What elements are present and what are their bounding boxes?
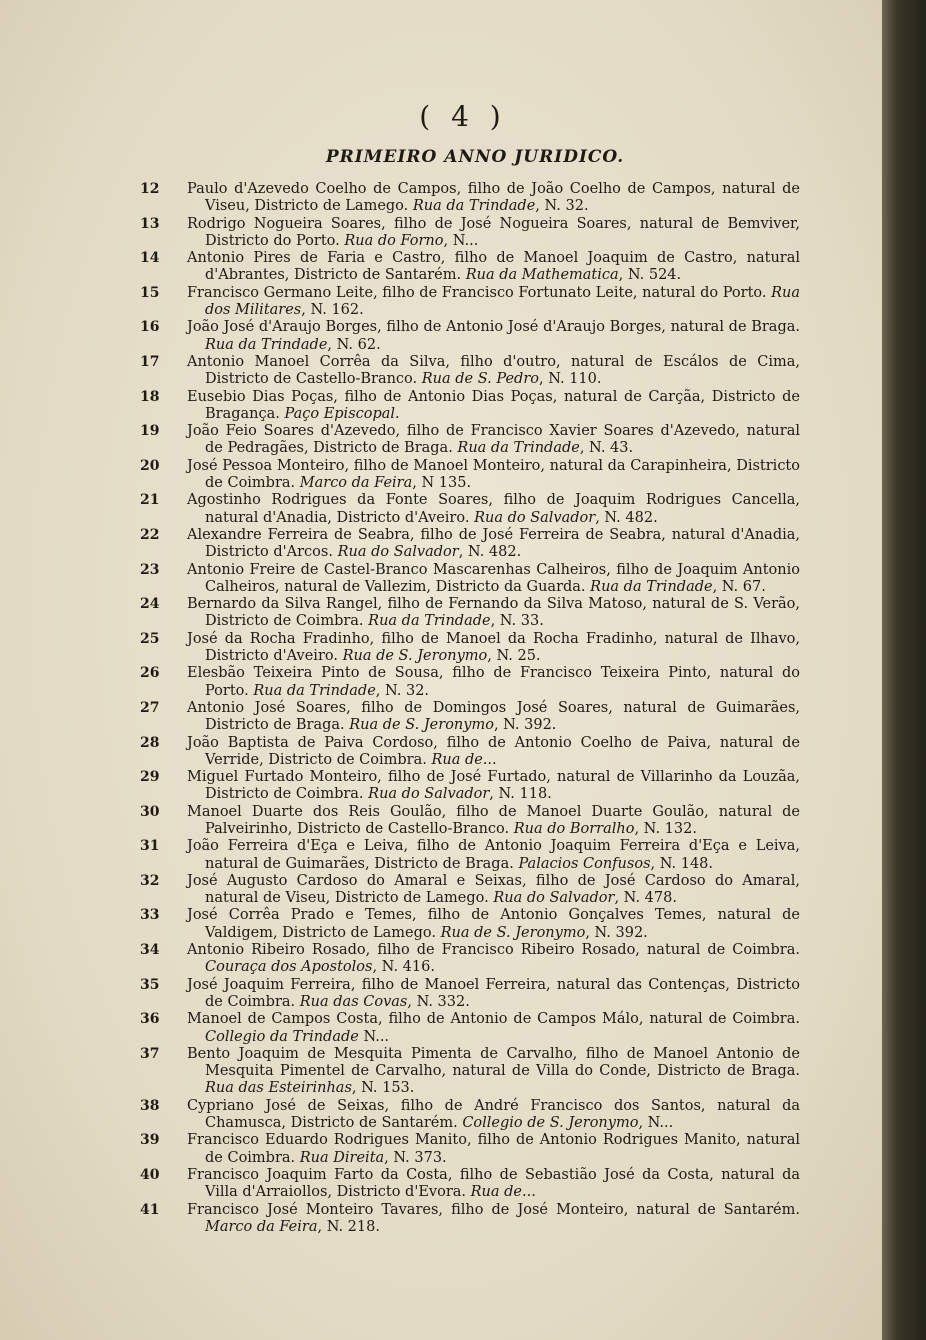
entry-text (187, 389, 800, 424)
entry-number: 26 (140, 665, 160, 682)
entry-description: João Feio Soares d'Azevedo, filho de Francisco Xavier Soares d'Azevedo, natural de Pedragães, Districto de Braga. (187, 423, 800, 457)
entry-address-number: , N. 110. (539, 371, 602, 388)
entry-address-number: , N. 32. (535, 198, 589, 215)
entry-number: 18 (140, 388, 160, 405)
entry-address-number: , N. 32. (375, 682, 430, 699)
entry-number: 14 (140, 250, 160, 267)
entry-address-number: , N. 153. (351, 1080, 415, 1097)
entry-address-street: Rua do Salvador (493, 890, 615, 907)
entry-address-street: Rua de... (470, 1184, 536, 1201)
entry-text (187, 181, 800, 216)
entry-description: Alexandre Ferreira de Seabra, filho de José Ferreira de Seabra, natural d'Anadia, Districto d'Arcos. (187, 526, 800, 561)
entry-description: Francisco Joaquim Farto da Costa, filho de Sebastião José da Costa, natural da Villa d'Arraiollos, Districto d'Evora. (187, 1166, 800, 1201)
list-item (140, 458, 800, 493)
list-item (140, 319, 800, 354)
entry-number: 12 (140, 181, 160, 197)
entry-address-street: Rua de S. Jeronymo (440, 924, 586, 941)
entry-address-street: Rua do Forno (344, 232, 444, 249)
entry-text (187, 907, 800, 942)
list-item (140, 181, 800, 216)
entry-number: 24 (140, 596, 160, 613)
entry-number: 23 (140, 561, 160, 578)
entry-description: Manoel de Campos Costa, filho de Antonio de Campos Málo, natural de Coimbra. (187, 1011, 800, 1028)
entry-text (187, 216, 800, 251)
student-list (140, 181, 800, 1236)
page-number: ( 4 ) (419, 100, 507, 133)
entry-description: Agostinho Rodrigues da Fonte Soares, filho de Joaquim Rodrigues Cancella, natural d'Anadia, Districto d'Aveiro. (187, 492, 800, 526)
entry-address-street: Palacios Confusos (518, 855, 651, 872)
entry-number: 22 (140, 526, 160, 543)
entry-address-street: Rua da Trindade (457, 440, 580, 457)
list-item (140, 1011, 800, 1046)
entry-description: Antonio Ribeiro Rosado, filho de Francisco Ribeiro Rosado, natural de Coimbra. (187, 942, 800, 959)
entry-text (187, 1046, 800, 1098)
entry-address-street: Rua do Borralho (513, 820, 635, 837)
entry-address-number: , N. 392. (585, 924, 648, 941)
entry-address-street: Rua da Trindade (368, 613, 491, 630)
entry-address-street: Rua das Covas (299, 993, 408, 1010)
entry-address-street: Rua de S. Jeronymo (349, 717, 494, 734)
entry-description: Francisco Eduardo Rodrigues Manito, filho de Antonio Rodrigues Manito, natural de Coimbra. (187, 1132, 800, 1166)
entry-address-number: , N 135. (412, 475, 472, 492)
entry-address-number: , N. 482. (595, 509, 658, 526)
entry-description: Paulo d'Azevedo Coelho de Campos, filho de João Coelho de Campos, natural de Viseu, Districto de Lamego. (187, 181, 800, 215)
entry-number: 33 (140, 907, 160, 924)
entry-address-number: , N. 373. (384, 1149, 447, 1166)
entry-address-street: Rua do Salvador (368, 786, 490, 803)
entry-description: José Augusto Cardoso do Amaral e Seixas, filho de José Cardoso do Amaral, natural de Viseu, Districto de Lamego. (187, 872, 800, 907)
entry-text (187, 562, 800, 597)
entry-address-street: Rua de... (431, 751, 497, 768)
entry-text (187, 1098, 800, 1133)
entry-address-street: Rua da Trindade (205, 336, 328, 353)
entry-text (187, 631, 800, 666)
entry-address-street: Rua de S. Pedro (421, 371, 539, 388)
entry-text (187, 596, 800, 631)
entry-address-number: , N. 218. (317, 1218, 380, 1235)
entry-description: Antonio Freire de Castel-Branco Mascarenhas Calheiros, filho de Joaquim Antonio Calheiros, natural de Vallezim, Districto da Guarda. (187, 561, 800, 595)
entry-text (187, 977, 800, 1012)
entry-number: 27 (140, 699, 160, 716)
entry-description: Francisco Germano Leite, filho de Francisco Fortunato Leite, natural do Porto. (187, 284, 767, 301)
entry-address-number: , N. 132. (634, 820, 697, 837)
entry-address-number: , N. 118. (489, 786, 552, 803)
list-item (140, 216, 800, 251)
entry-text (187, 769, 800, 804)
entry-address-number: , N. 67. (712, 578, 766, 595)
entry-number: 17 (140, 353, 160, 370)
entry-text (187, 1011, 800, 1046)
book-binding-edge (882, 0, 926, 1340)
entry-address-street: Rua Direita (299, 1149, 385, 1166)
entry-number: 32 (140, 872, 160, 889)
entry-address-street: Rua do Salvador (337, 544, 459, 561)
entry-description: Cypriano José de Seixas, filho de André Francisco dos Santos, natural da Chamusca, Districto de Santarém. (187, 1097, 800, 1132)
section-title: PRIMEIRO ANNO JURIDICO. (325, 147, 625, 167)
entry-text (187, 458, 800, 493)
entry-address-street: Couraça dos Apostolos (205, 959, 373, 976)
entry-description: Antonio Manoel Corrêa da Silva, filho d'outro, natural de Escálos de Cima, Districto de Castello-Branco. (187, 353, 800, 388)
entry-address-street: Rua da Trindade (590, 578, 713, 595)
entry-number: 36 (140, 1011, 160, 1028)
list-item (140, 665, 800, 700)
entry-number: 30 (140, 803, 160, 820)
entry-description: José da Rocha Fradinho, filho de Manoel da Rocha Fradinho, natural de Ilhavo, Districto d'Aveiro. (187, 630, 800, 665)
list-item (140, 1202, 800, 1237)
list-item (140, 700, 800, 735)
entry-address-number: N... (358, 1028, 390, 1045)
entry-text (187, 735, 800, 770)
entry-number: 39 (140, 1132, 160, 1149)
entry-description: Eusebio Dias Poças, filho de Antonio Dias Poças, natural de Carçãa, Districto de Bragança. (187, 388, 800, 422)
entry-text (187, 527, 800, 562)
entry-number: 37 (140, 1045, 160, 1062)
list-item (140, 977, 800, 1012)
entry-description: Elesbão Teixeira Pinto de Sousa, filho de Francisco Teixeira Pinto, natural do Porto. (187, 665, 800, 699)
entry-text (187, 804, 800, 839)
list-item (140, 804, 800, 839)
entry-address-street: Collegio da Trindade (205, 1028, 359, 1045)
entry-address-street: Collegio de S. Jeronymo (462, 1115, 639, 1132)
entry-address-number: , N... (638, 1115, 674, 1132)
entry-text (187, 1202, 800, 1237)
entry-number: 28 (140, 734, 160, 751)
entry-number: 25 (140, 630, 160, 647)
entry-text (187, 250, 800, 285)
entry-description: Manoel Duarte dos Reis Goulão, filho de Manoel Duarte Goulão, natural de Palveirinho, Districto de Castello-Branco. (187, 803, 800, 837)
entry-address-number: , N. 148. (650, 855, 713, 872)
entry-description: José Corrêa Prado e Temes, filho de Antonio Gonçalves Temes, natural de Valdigem, Districto de Lamego. (187, 907, 800, 941)
entry-number: 29 (140, 769, 160, 786)
entry-description: Miguel Furtado Monteiro, filho de José Furtado, natural de Villarinho da Louzãa, Districto de Coimbra. (187, 769, 800, 803)
entry-number: 40 (140, 1166, 160, 1183)
list-item (140, 354, 800, 389)
entry-text (187, 1132, 800, 1167)
list-item (140, 389, 800, 424)
entry-number: 16 (140, 319, 160, 336)
entry-number: 21 (140, 492, 160, 509)
entry-text (187, 492, 800, 527)
entry-description: Francisco José Monteiro Tavares, filho de José Monteiro, natural de Santarém. (187, 1201, 800, 1218)
entry-address-number: , N. 478. (614, 890, 677, 907)
list-item (140, 942, 800, 977)
list-item (140, 492, 800, 527)
entry-address-number: , N. 43. (579, 440, 634, 457)
entry-address-street: Rua dos Militares (205, 284, 801, 319)
entry-description: João Baptista de Paiva Cordoso, filho de Antonio Coelho de Paiva, natural de Verride, Districto de Coimbra. (187, 734, 800, 768)
entry-address-number: , N. 392. (493, 717, 557, 734)
list-item (140, 527, 800, 562)
entry-address-street: Paço Episcopal. (284, 405, 400, 422)
entry-text (187, 1167, 800, 1202)
entry-number: 15 (140, 284, 160, 301)
entry-description: Antonio Pires de Faria e Castro, filho de Manoel Joaquim de Castro, natural d'Abrantes, Districto de Santarém. (187, 250, 800, 284)
entry-number: 35 (140, 976, 160, 993)
list-item (140, 1132, 800, 1167)
entry-number: 13 (140, 215, 160, 232)
entry-address-street: Rua do Salvador (474, 509, 596, 526)
entry-address-number: , N. 416. (372, 959, 435, 976)
entry-address-number: , N. 162. (301, 302, 364, 319)
entry-address-number: , N. 33. (490, 613, 544, 630)
list-item (140, 907, 800, 942)
entry-text (187, 838, 800, 873)
entry-number: 31 (140, 838, 160, 855)
entry-address-number: , N. 482. (458, 544, 522, 561)
list-item (140, 423, 800, 458)
entry-description: João José d'Araujo Borges, filho de Antonio José d'Araujo Borges, natural de Braga. (187, 319, 800, 336)
list-item (140, 631, 800, 666)
entry-description: Antonio José Soares, filho de Domingos José Soares, natural de Guimarães, Districto de Braga. (187, 699, 800, 734)
entry-text (187, 354, 800, 389)
list-item (140, 1046, 800, 1098)
entry-number: 38 (140, 1097, 160, 1114)
list-item (140, 873, 800, 908)
entry-address-street: Rua de S. Jeronymo (342, 648, 488, 665)
entry-number: 19 (140, 423, 160, 440)
entry-address-number: , N. 524. (618, 267, 682, 284)
entry-text (187, 873, 800, 908)
entry-text (187, 665, 800, 700)
entry-text (187, 285, 800, 320)
entry-address-number: , N... (443, 232, 479, 249)
entry-number: 20 (140, 457, 160, 474)
entry-address-street: Marco da Feira (299, 475, 413, 492)
entry-description: Bernardo da Silva Rangel, filho de Fernando da Silva Matoso, natural de S. Verão, Districto de Coimbra. (187, 596, 800, 630)
entry-text (187, 700, 800, 735)
list-item (140, 769, 800, 804)
entry-text (187, 942, 800, 977)
list-item (140, 1098, 800, 1133)
list-item (140, 735, 800, 770)
entry-address-number: , N. 62. (327, 336, 381, 353)
entry-description: José Pessoa Monteiro, filho de Manoel Monteiro, natural da Carapinheira, Districto de Coimbra. (187, 457, 800, 492)
entry-number: 41 (140, 1201, 160, 1218)
entry-description: Bento Joaquim de Mesquita Pimenta de Carvalho, filho de Manoel Antonio de Mesquita Pimentel de Carvalho, natural de Villa do Conde, Districto de Braga. (187, 1045, 800, 1080)
entry-address-street: Rua da Trindade (412, 198, 536, 215)
entry-description: José Joaquim Ferreira, filho de Manoel Ferreira, natural das Contenças, Districto de Coimbra. (187, 976, 800, 1010)
entry-address-number: , N. 332. (407, 993, 470, 1010)
list-item (140, 838, 800, 873)
entry-address-number: , N. 25. (487, 648, 541, 665)
entry-number: 34 (140, 942, 160, 959)
entry-description: Rodrigo Nogueira Soares, filho de José Nogueira Soares, natural de Bemviver, Districto do Porto. (187, 215, 800, 249)
entry-address-street: Rua da Trindade (253, 682, 376, 699)
entry-text (187, 423, 800, 458)
entry-text (187, 319, 800, 354)
list-item (140, 562, 800, 597)
list-item (140, 1167, 800, 1202)
list-item (140, 596, 800, 631)
entry-address-street: Marco da Feira (205, 1218, 318, 1235)
entry-description: João Ferreira d'Eça e Leiva, filho de Antonio Joaquim Ferreira d'Eça e Leiva, natural de Guimarães, Districto de Braga. (187, 838, 800, 872)
entry-address-street: Rua das Esteirinhas (205, 1080, 352, 1097)
list-item (140, 250, 800, 285)
list-item (140, 285, 800, 320)
entry-address-street: Rua da Mathematica (465, 267, 619, 284)
